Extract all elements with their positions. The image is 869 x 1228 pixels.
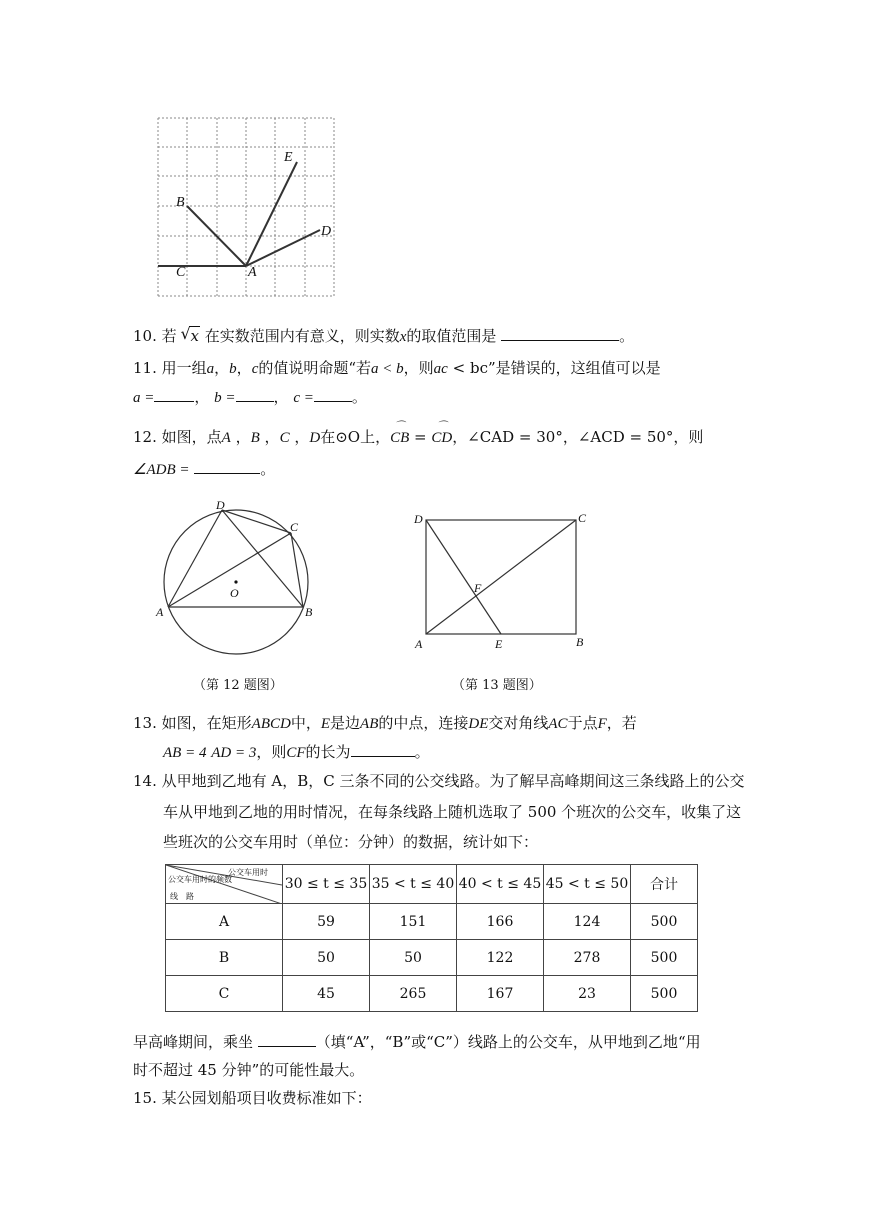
corner-bottom-label: 线 路 bbox=[170, 892, 194, 901]
label-d: D bbox=[414, 512, 423, 526]
answer-blank-10[interactable] bbox=[501, 326, 619, 341]
value-cell: 23 bbox=[544, 976, 631, 1012]
question-12-line2: ∠ADB = 。 bbox=[133, 460, 276, 478]
header-cell: 45 < t ≤ 50 bbox=[544, 865, 631, 904]
label-c: C bbox=[578, 511, 587, 525]
question-14-line1: 14. 从甲地到乙地有 A，B，C 三条不同的公交线路。为了解早高峰期间这三条线路上的公交 bbox=[133, 772, 745, 790]
route-cell: B bbox=[166, 940, 283, 976]
label-b: B bbox=[576, 635, 584, 649]
corner-top-label: 公交车用时 bbox=[228, 868, 268, 877]
label-f: F bbox=[474, 581, 482, 595]
question-14-after2: 时不超过 45 分钟”的可能性最大。 bbox=[133, 1061, 365, 1079]
value-cell: 500 bbox=[631, 940, 698, 976]
question-14-after1: 早高峰期间，乘坐 （填“A”，“B”或“C”）线路上的公交车，从甲地到乙地“用 bbox=[133, 1033, 701, 1051]
question-15: 15. 某公园划船项目收费标准如下： bbox=[133, 1089, 372, 1107]
label-d: D bbox=[321, 224, 332, 239]
table-row bbox=[166, 976, 698, 1012]
grid-figure bbox=[150, 112, 340, 304]
header-cell: 40 < t ≤ 45 bbox=[457, 865, 544, 904]
header-cell: 30 ≤ t ≤ 35 bbox=[283, 865, 370, 904]
value-cell: 265 bbox=[370, 976, 457, 1012]
label-a: A bbox=[156, 605, 164, 619]
value-cell: 500 bbox=[631, 904, 698, 940]
corner-mid-label: 公交车用时的频数 bbox=[168, 875, 232, 884]
table-row bbox=[166, 904, 698, 940]
header-cell: 合计 bbox=[631, 865, 698, 904]
question-14-line3: 些班次的公交车用时（单位：分钟）的数据，统计如下： bbox=[163, 833, 539, 851]
route-cell: C bbox=[166, 976, 283, 1012]
label-a: A bbox=[248, 265, 257, 280]
bus-time-table bbox=[165, 864, 698, 1012]
question-14-line2: 车从甲地到乙地的用时情况，在每条线路上随机选取了 500 个班次的公交车，收集了这 bbox=[163, 803, 742, 821]
table-row bbox=[166, 940, 698, 976]
value-cell: 278 bbox=[544, 940, 631, 976]
value-cell: 50 bbox=[370, 940, 457, 976]
value-cell: 45 bbox=[283, 976, 370, 1012]
answer-blank-11a[interactable] bbox=[154, 387, 194, 402]
question-10: 10. 若 √ x 在实数范围内有意义，则实数x的取值范围是 。 bbox=[133, 326, 634, 347]
figure-13-caption: （第 13 题图） bbox=[452, 678, 542, 693]
value-cell: 166 bbox=[457, 904, 544, 940]
figure-12-caption: （第 12 题图） bbox=[193, 678, 283, 693]
segment-ad bbox=[246, 230, 320, 266]
value-cell: 122 bbox=[457, 940, 544, 976]
value-cell: 59 bbox=[283, 904, 370, 940]
value-cell: 167 bbox=[457, 976, 544, 1012]
route-cell: A bbox=[166, 904, 283, 940]
header-cell: 35 < t ≤ 40 bbox=[370, 865, 457, 904]
question-11-line1: 11. 用一组a，b，c的值说明命题“若a < b，则ac < bc”是错误的，这组值可以是 bbox=[133, 359, 661, 377]
value-cell: 50 bbox=[283, 940, 370, 976]
value-cell: 124 bbox=[544, 904, 631, 940]
label-a: A bbox=[415, 637, 423, 651]
answer-blank-12[interactable] bbox=[194, 459, 260, 474]
label-o: O bbox=[230, 586, 239, 600]
label-e: E bbox=[284, 150, 293, 165]
question-13-line1: 13. 如图，在矩形ABCD中，E是边AB的中点，连接DE交对角线AC于点F，若 bbox=[133, 714, 637, 732]
answer-blank-11b[interactable] bbox=[236, 387, 274, 402]
answer-blank-14[interactable] bbox=[258, 1032, 316, 1047]
label-c: C bbox=[290, 520, 299, 534]
label-e: E bbox=[495, 637, 503, 651]
figure-12 bbox=[150, 496, 320, 660]
value-cell: 500 bbox=[631, 976, 698, 1012]
table-corner-cell bbox=[166, 865, 283, 904]
label-c: C bbox=[176, 265, 186, 280]
question-12-line1: 12. 如图，点A ，B ，C ，D在⊙O上，⌒ CB = ⌒ CD，∠CAD = 30°，∠ACD = 50°，则 bbox=[133, 427, 703, 448]
label-b: B bbox=[176, 195, 185, 210]
value-cell: 151 bbox=[370, 904, 457, 940]
answer-blank-13[interactable] bbox=[351, 742, 415, 757]
segment-ae bbox=[246, 162, 297, 266]
label-b: B bbox=[305, 605, 313, 619]
question-13-line2: AB = 4 AD = 3，则CF的长为 。 bbox=[163, 743, 430, 761]
figure-13 bbox=[408, 508, 594, 652]
label-d: D bbox=[216, 498, 225, 512]
question-11-line2: a = ， b = ， c = 。 bbox=[133, 388, 367, 406]
answer-blank-11c[interactable] bbox=[314, 387, 352, 402]
